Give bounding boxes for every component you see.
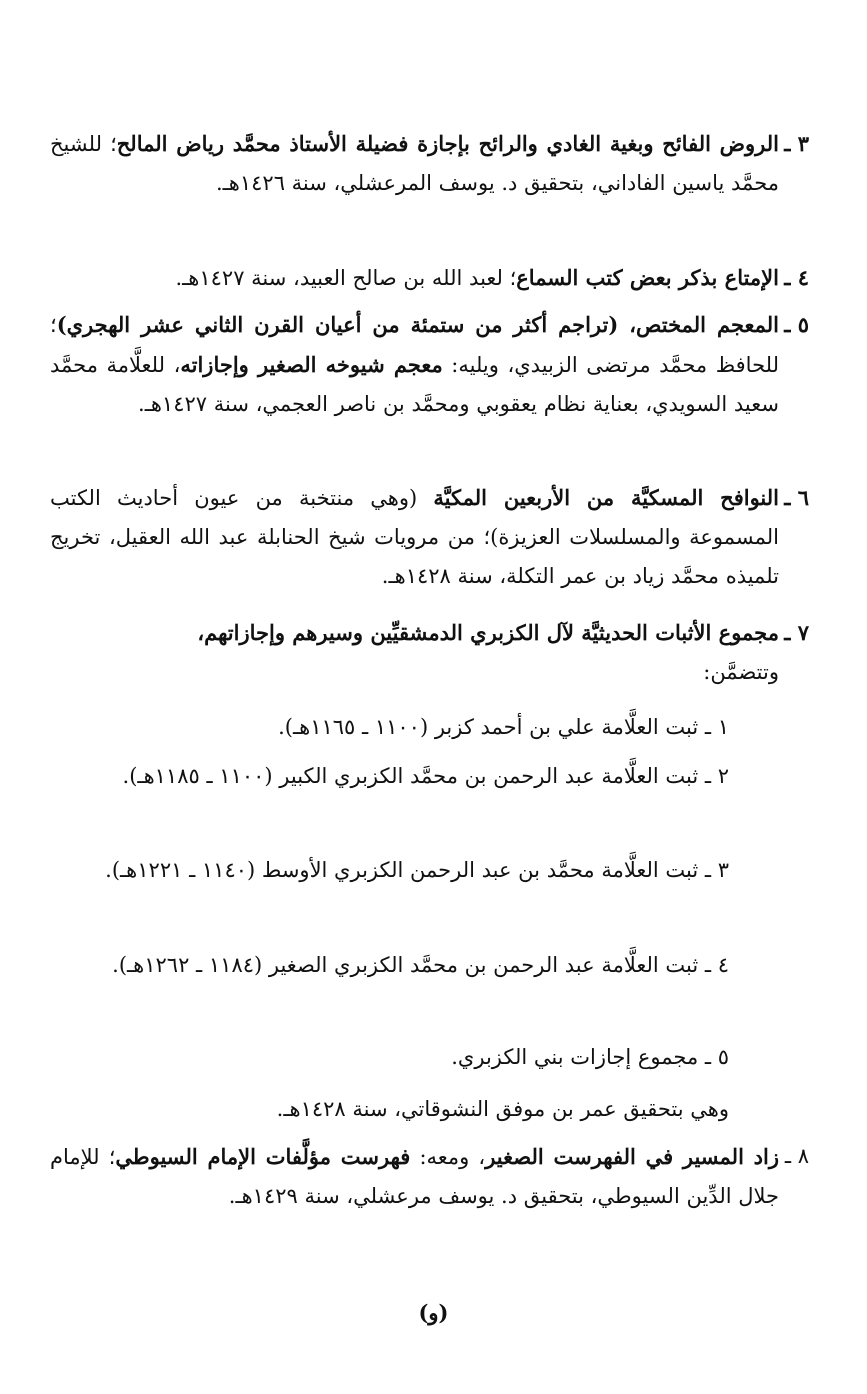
entry-details: ؛ للإمام جلال الدِّين السيوطي، بتحقيق د. يوسف مرعشلي، سنة ١٤٢٩هـ. [50, 1145, 779, 1208]
sub-item: ٢ ـ ثبت العلَّامة عبد الرحمن بن محمَّد الكزبري الكبير (١١٠٠ ـ ١١٨٥هـ). [122, 764, 729, 788]
entry-title: المعجم المختص، (تراجم أكثر من ستمئة من أعيان القرن الثاني عشر الهجري) [56, 312, 779, 337]
edition-note: وهي بتحقيق عمر بن موفق النشوقاتي، سنة ١٤٢٨هـ. [276, 1097, 729, 1121]
entry-number: ٦ ـ [784, 485, 809, 510]
entry-number: ٨ ـ [784, 1144, 809, 1168]
entry-details: (وهي منتخبة من عيون أحاديث الكتب المسموعة والمسلسلات العزيزة)؛ من مرويات شيخ الحنابلة عبد الله العقيل، تخريج تلميذه محمَّد زياد بن عمر التكلة، سنة ١٤٢٨هـ. [50, 486, 779, 588]
entry-title: الإمتاع بذكر بعض كتب السماع [516, 265, 779, 290]
sub-item: ١ ـ ثبت العلَّامة علي بن أحمد كزبر (١١٠٠ ـ ١١٦٥هـ). [278, 715, 729, 739]
entry-title: الروض الفائح وبغية الغادي والرائح بإجازة فضيلة الأستاذ محمَّد رياض المالح [116, 131, 779, 156]
entry-details: ؛ للشيخ محمَّد ياسين الفاداني، بتحقيق د. يوسف المرعشلي، سنة ١٤٢٦هـ. [50, 132, 779, 195]
entry-details: ؛ لعبد الله بن صالح العبيد، سنة ١٤٢٧هـ. [175, 266, 517, 290]
entry-title: النوافح المسكيَّة من الأربعين المكيَّة [433, 485, 779, 510]
entry-title-secondary: معجم شيوخه الصغير وإجازاته [180, 352, 443, 377]
page-number: (و) [418, 1300, 449, 1325]
bibliography-entry-7 [50, 613, 809, 692]
bibliography-entry-8 [50, 1137, 809, 1216]
bibliography-entry-4 [50, 258, 809, 298]
bibliography-entry-5 [50, 305, 809, 424]
sub-item: ٥ ـ مجموع إجازات بني الكزبري. [451, 1045, 729, 1069]
entry-title: مجموع الأثبات الحديثيَّة لآل الكزبري الدمشقيِّين وسيرهم وإجازاتهم، [197, 620, 779, 645]
entry-details: وتتضمَّن: [703, 660, 779, 684]
sub-item: ٤ ـ ثبت العلَّامة عبد الرحمن بن محمَّد الكزبري الصغير (١١٨٤ ـ ١٢٦٢هـ). [112, 953, 729, 977]
entry-number: ٧ ـ [784, 620, 809, 645]
bibliography-entry-6 [50, 478, 809, 596]
sub-item: ٣ ـ ثبت العلَّامة محمَّد بن عبد الرحمن الكزبري الأوسط (١١٤٠ ـ ١٢٢١هـ). [105, 858, 729, 882]
entry-connector: ، ومعه: [410, 1145, 486, 1169]
bibliography-entry-3 [50, 124, 809, 203]
entry-number: ٣ ـ [784, 131, 809, 156]
entry-number: ٤ ـ [784, 265, 809, 290]
entry-title-secondary: فهرست مؤلَّفات الإمام السيوطي [115, 1144, 411, 1169]
entry-number: ٥ ـ [784, 312, 809, 337]
entry-details-secondary: ، للعلَّامة محمَّد سعيد السويدي، بعناية نظام يعقوبي ومحمَّد بن ناصر العجمي، سنة ١٤٢٧هـ. [50, 353, 779, 416]
entry-details: ؛ للحافظ محمَّد مرتضى الزبيدي، ويليه: [50, 313, 779, 377]
entry-title: زاد المسير في الفهرست الصغير [485, 1144, 780, 1169]
